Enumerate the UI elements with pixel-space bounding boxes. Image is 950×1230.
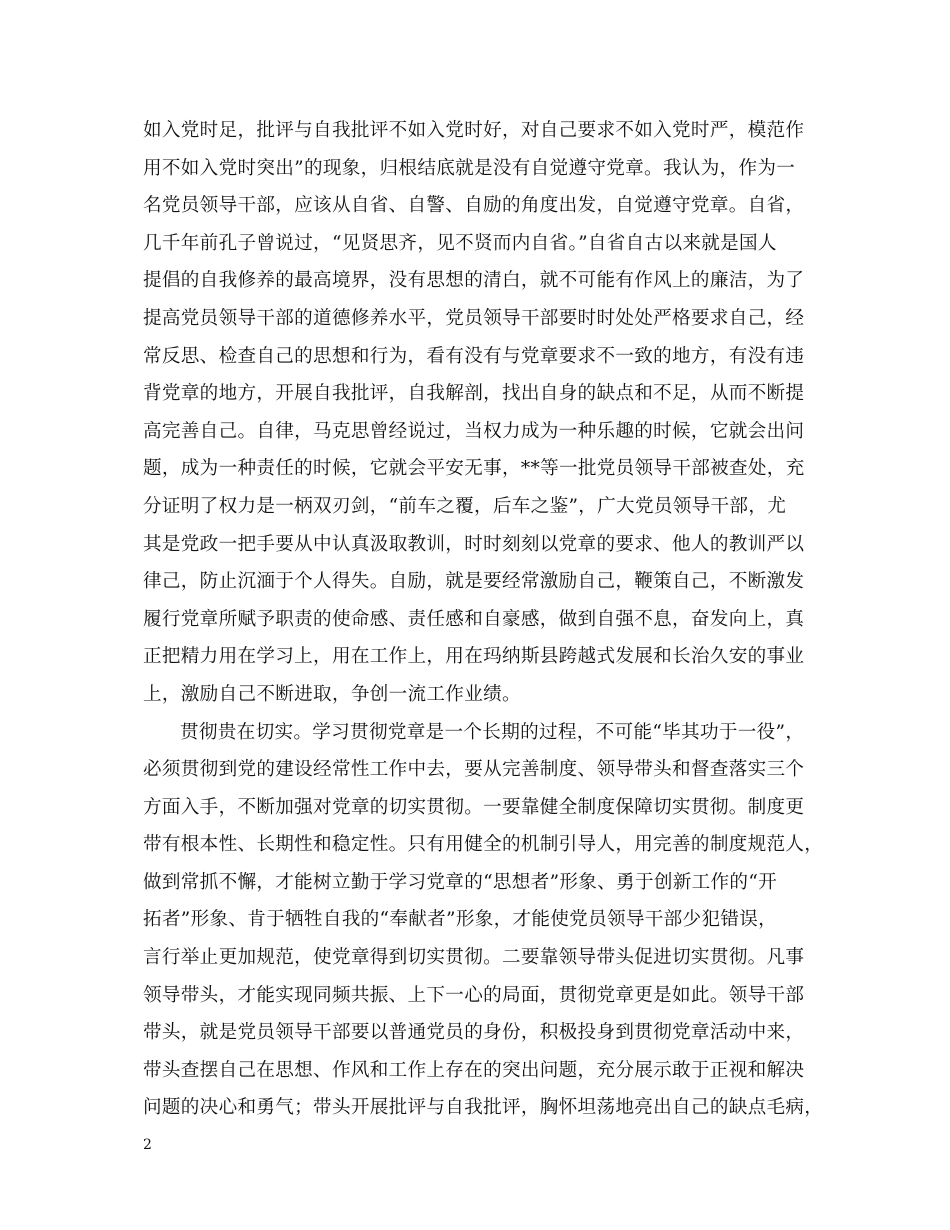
text-line: 常反思、检查自己的思想和行为，看有没有与党章要求不一致的地方，有没有违 [143,345,805,367]
text-line: 领导带头，才能实现同频共振、上下一心的局面，贯彻党章更是如此。领导干部 [143,984,805,1006]
text-line: 方面入手，不断加强对党章的切实贯彻。一要靠健全制度保障切实贯彻。制度更 [143,796,805,818]
text-line: 履行党章所赋予职责的使命感、责任感和自豪感，做到自强不息，奋发向上，真 [143,608,805,630]
text-line: 言行举止更加规范，使党章得到切实贯彻。二要靠领导带头促进切实贯彻。凡事 [143,947,805,969]
text-line: 正把精力用在学习上，用在工作上，用在玛纳斯县跨越式发展和长治久安的事业 [143,646,805,668]
text-line: 名党员领导干部，应该从自省、自警、自励的角度出发，自觉遵守党章。自省， [143,195,805,217]
text-line: 提倡的自我修养的最高境界，没有思想的清白，就不可能有作风上的廉洁，为了 [143,270,805,292]
text-line: 如入党时足，批评与自我批评不如入党时好，对自己要求不如入党时严，模范作 [143,120,805,141]
text-line: 律己，防止沉湎于个人得失。自励，就是要经常激励自己，鞭策自己，不断激发 [143,571,805,593]
text-line: 提高党员领导干部的道德修养水平，党员领导干部要时时处处严格要求自己，经 [143,307,805,329]
text-line: 问题的决心和勇气；带头开展批评与自我批评，胸怀坦荡地亮出自己的缺点毛病， [143,1097,824,1119]
paragraph-start-line: 贯彻贵在切实。学习贯彻党章是一个长期的过程，不可能“毕其功于一役”， [180,721,805,743]
text-line: 带头查摆自己在思想、作风和工作上存在的突出问题，充分展示敢于正视和解决 [143,1059,805,1081]
text-line: 带头，就是党员领导干部要以普通党员的身份，积极投身到贯彻党章活动中来， [143,1022,805,1044]
body-text [143,112,824,1127]
text-line: 分证明了权力是一柄双刃剑，“前车之覆，后车之鉴”，广大党员领导干部，尤 [143,495,787,517]
text-line: 用不如入党时突出”的现象，归根结底就是没有自觉遵守党章。我认为，作为一 [143,157,796,179]
text-line: 其是党政一把手要从中认真汲取教训，时时刻刻以党章的要求、他人的教训严以 [143,533,805,555]
page-number: 2 [143,1137,152,1153]
text-line: 必须贯彻到党的建设经常性工作中去，要从完善制度、领导带头和督查落实三个 [143,759,805,781]
text-line: 题，成为一种责任的时候，它就会平安无事，**等一批党员领导干部被查处，充 [143,458,805,480]
text-line: 带有根本性、长期性和稳定性。只有用健全的机制引导人，用完善的制度规范人， [143,834,824,856]
text-line: 几千年前孔子曾说过，“见贤思齐，见不贤而内自省。”自省自古以来就是国人 [143,232,777,254]
text-line: 背党章的地方，开展自我批评，自我解剖，找出自身的缺点和不足，从而不断提 [143,383,805,405]
text-line: 高完善自己。自律，马克思曾经说过，当权力成为一种乐趣的时候，它就会出问 [143,420,805,442]
text-line: 上，激励自己不断进取，争创一流工作业绩。 [143,683,521,705]
text-line: 拓者”形象、肯于牺牲自我的“奉献者”形象，才能使党员领导干部少犯错误， [143,909,778,931]
text-line: 做到常抓不懈，才能树立勤于学习党章的“思想者”形象、勇于创新工作的“开 [143,871,778,893]
